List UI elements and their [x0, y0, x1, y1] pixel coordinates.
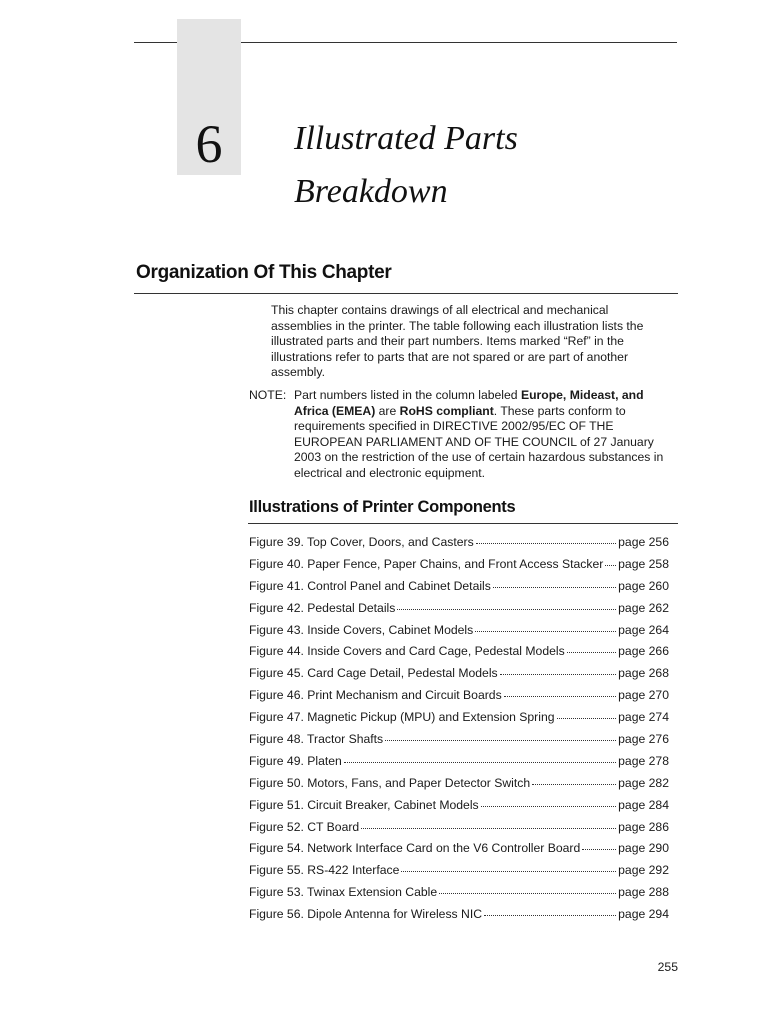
dot-leader	[493, 586, 616, 588]
figure-list-item[interactable]	[249, 863, 669, 885]
figure-page: page 282	[618, 775, 669, 790]
note-text-3: . These parts conform to requirements specified in DIRECTIVE 2002/95/EC OF THE EUROPEAN PARLIAMENT AND OF THE COUNCIL of 27 January 2003 on the restriction of the use of certain hazardous substances in electrical and electronic equipment.	[294, 403, 664, 480]
figure-label: Figure 49. Platen	[249, 753, 342, 768]
figure-label: Figure 42. Pedestal Details	[249, 600, 396, 615]
figure-list-item[interactable]	[249, 907, 669, 929]
note-bold-rohs: RoHS compliant	[399, 403, 494, 418]
figure-label: Figure 44. Inside Covers and Card Cage, Pedestal Models	[249, 644, 565, 659]
illustrations-heading: Illustrations of Printer Components	[249, 498, 516, 516]
figure-label: Figure 55. RS-422 Interface	[249, 863, 400, 878]
section-heading: Organization Of This Chapter	[136, 262, 392, 283]
figure-page: page 270	[618, 688, 669, 703]
dot-leader	[476, 542, 616, 544]
figure-page: page 268	[618, 666, 669, 681]
figure-label: Figure 46. Print Mechanism and Circuit Boards	[249, 688, 502, 703]
figure-list-item[interactable]	[249, 688, 669, 710]
figure-list-item[interactable]	[249, 557, 669, 579]
dot-leader	[557, 717, 617, 719]
figure-page: page 256	[618, 535, 669, 549]
note-body	[294, 388, 677, 481]
chapter-title-line-1: Illustrated Parts	[294, 120, 518, 157]
figure-label: Figure 45. Card Cage Detail, Pedestal Models	[249, 666, 498, 681]
dot-leader	[385, 739, 616, 741]
figure-list-item[interactable]	[249, 841, 669, 863]
figure-label: Figure 52. CT Board	[249, 819, 360, 834]
figure-page: page 264	[618, 622, 669, 637]
figure-list-item[interactable]	[249, 644, 669, 666]
figure-list-item[interactable]	[249, 820, 669, 842]
chapter-title	[294, 112, 674, 218]
dot-leader	[500, 673, 617, 675]
page-number: 255	[657, 960, 678, 974]
figure-page: page 288	[618, 885, 669, 900]
section-rule	[134, 293, 678, 294]
top-rule-left	[134, 42, 177, 43]
figure-list-item[interactable]	[249, 601, 669, 623]
figure-label: Figure 48. Tractor Shafts	[249, 732, 384, 747]
dot-leader	[361, 827, 616, 829]
note-label: NOTE:	[249, 388, 287, 402]
figure-label: Figure 54. Network Interface Card on the V6 Controller Board	[249, 841, 581, 856]
figure-list	[249, 535, 669, 929]
figure-page: page 294	[618, 907, 669, 922]
figure-list-item[interactable]	[249, 579, 669, 601]
dot-leader	[397, 608, 616, 610]
figure-list-item[interactable]	[249, 666, 669, 688]
figure-page: page 276	[618, 732, 669, 747]
figure-page: page 260	[618, 578, 669, 593]
chapter-tab	[177, 19, 241, 175]
figure-page: page 292	[618, 863, 669, 878]
figure-list-item[interactable]	[249, 885, 669, 907]
intro-paragraph: This chapter contains drawings of all electrical and mechanical assemblies in the printer. The table following each illustration lists the illustrated parts and their part numbers. Items marked “Ref” in the illustrations refer to parts that are not spared or are part of another assembly.	[271, 303, 644, 379]
figure-label: Figure 41. Control Panel and Cabinet Details	[249, 578, 491, 593]
figure-list-item[interactable]	[249, 732, 669, 754]
chapter-number: 6	[195, 114, 223, 174]
illustrations-rule	[248, 523, 678, 524]
dot-leader	[532, 783, 616, 785]
note-text-2: are	[375, 403, 400, 418]
dot-leader	[344, 761, 616, 763]
top-rule-right	[241, 42, 677, 43]
dot-leader	[439, 892, 616, 894]
figure-label: Figure 47. Magnetic Pickup (MPU) and Extension Spring	[249, 710, 555, 725]
figure-page: page 258	[618, 556, 669, 571]
figure-list-item[interactable]	[249, 710, 669, 732]
dot-leader	[401, 870, 616, 872]
figure-page: page 274	[618, 710, 669, 725]
figure-page: page 286	[618, 819, 669, 834]
figure-label: Figure 53. Twinax Extension Cable	[249, 885, 438, 900]
dot-leader	[567, 651, 616, 653]
figure-list-item[interactable]	[249, 776, 669, 798]
figure-label: Figure 39. Top Cover, Doors, and Casters	[249, 535, 474, 549]
figure-list-item[interactable]	[249, 754, 669, 776]
dot-leader	[605, 564, 616, 566]
dot-leader	[504, 695, 616, 697]
figure-page: page 290	[618, 841, 669, 856]
chapter-title-line-2: Breakdown	[294, 173, 448, 210]
figure-label: Figure 51. Circuit Breaker, Cabinet Models	[249, 797, 479, 812]
figure-label: Figure 56. Dipole Antenna for Wireless NIC	[249, 907, 483, 922]
figure-list-item[interactable]	[249, 623, 669, 645]
figure-page: page 284	[618, 797, 669, 812]
figure-label: Figure 40. Paper Fence, Paper Chains, and Front Access Stacker	[249, 556, 604, 571]
figure-page: page 266	[618, 644, 669, 659]
figure-list-item[interactable]	[249, 798, 669, 820]
dot-leader	[484, 914, 616, 916]
figure-list-item[interactable]	[249, 535, 669, 557]
dot-leader	[475, 630, 616, 632]
figure-label: Figure 43. Inside Covers, Cabinet Models	[249, 622, 474, 637]
figure-page: page 262	[618, 600, 669, 615]
dot-leader	[481, 805, 617, 807]
note-bold-emea: Europe, Mideast, and Africa (EMEA)	[294, 388, 644, 418]
figure-label: Figure 50. Motors, Fans, and Paper Detector Switch	[249, 775, 531, 790]
figure-page: page 278	[618, 753, 669, 768]
note-text-1: Part numbers listed in the column labeled	[294, 388, 521, 402]
dot-leader	[582, 848, 616, 850]
